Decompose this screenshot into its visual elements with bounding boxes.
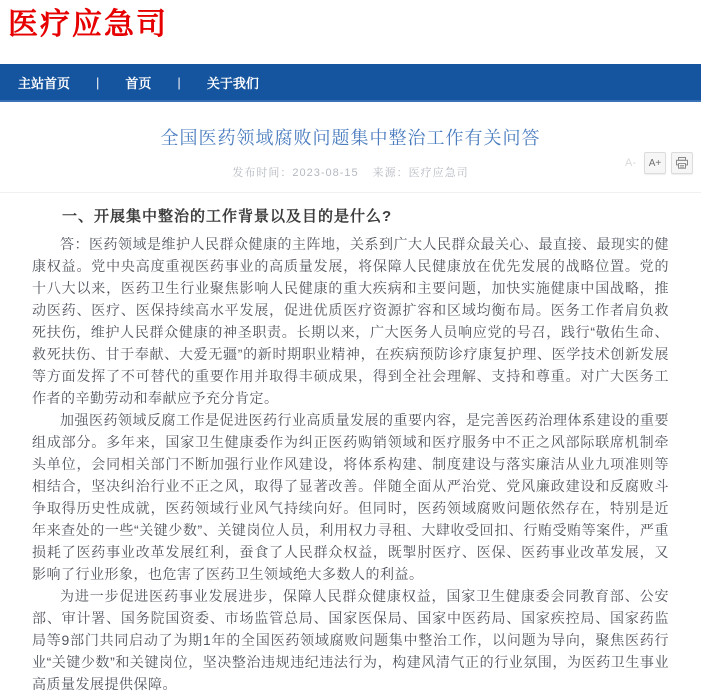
source-value: 医疗应急司 bbox=[408, 167, 469, 179]
site-title: 医疗应急司 bbox=[8, 8, 168, 41]
publish-date: 2023-08-15 bbox=[292, 167, 359, 179]
header-divider bbox=[0, 192, 701, 193]
source-label: 来源： bbox=[372, 167, 409, 179]
article-body bbox=[32, 205, 669, 695]
nav-separator: | bbox=[96, 74, 100, 90]
font-increase-button[interactable]: A+ bbox=[644, 152, 666, 174]
printer-icon bbox=[676, 157, 688, 169]
paragraph: 答：医药领域是维护人民群众健康的主阵地，关系到广大人民群众最关心、最直接、最现实的健康权益。党中央高度重视医药事业的高质量发展，将保障人民健康放在优先发展的战略位置。党的十八大以来，医药卫生行业聚焦影响人民健康的重大疾病和主要问题，加快实施健康中国战略，推动医药、医疗、医保持续高水平发展，促进优质医疗资源扩容和区域均衡布局。医务工作者肩负救死扶伤，维护人民群众健康的神圣职责。长期以来，广大医务人员响应党的号召，践行“敬佑生命、救死扶伤、甘于奉献、大爱无疆”的新时期职业精神，在疾病预防诊疗康复护理、医学技术创新发展等方面发挥了不可替代的重要作用并取得丰硕成果，得到全社会理解、支持和尊重。对广大医务工作者的辛勤劳动和奉献应予充分肯定。 bbox=[32, 236, 669, 406]
article-toolbar bbox=[625, 152, 693, 174]
article-container bbox=[0, 102, 701, 695]
paragraph: 加强医药领域反腐工作是促进医药行业高质量发展的重要内容，是完善医药治理体系建设的重要组成部分。多年来，国家卫生健康委作为纠正医药购销领域和医疗服务中不正之风部际联席机制牵头单位，会同相关部门不断加强行业作风建设，将体系构建、制度建设与落实廉洁从业九项准则等相结合，坚决纠治行业不正之风，取得了显著改善。伴随全面从严治党、党风廉政建设和反腐败斗争取得历史性成就，医药领域行业风气持续向好。但同时，医药领域腐败问题依然存在，特别是近年来查处的一些“关键少数”、关键岗位人员，利用权力寻租、大肆收受回扣、行贿受贿等案件，严重损耗了医药事业改革发展红利，蚕食了人民群众权益，既掣肘医疗、医保、医药事业改革发展，又影响了行业形象，也危害了医药卫生领域绝大多数人的利益。 bbox=[32, 412, 669, 582]
site-header bbox=[0, 0, 701, 64]
publish-time-label: 发布时间： bbox=[232, 167, 293, 179]
main-navbar bbox=[0, 64, 701, 102]
font-decrease-button[interactable]: A- bbox=[625, 157, 636, 169]
nav-separator: | bbox=[177, 74, 181, 90]
article-title: 全国医药领域腐败问题集中整治工作有关问答 bbox=[160, 128, 541, 148]
article-meta bbox=[0, 164, 701, 180]
paragraph: 为进一步促进医药事业发展进步，保障人民群众健康权益，国家卫生健康委会同教育部、公安部、审计署、国务院国资委、市场监管总局、国家医保局、国家中医药局、国家疾控局、国家药监局等9部门共同启动了为期1年的全国医药领域腐败问题集中整治工作，以问题为导向，聚焦医药行业“关键少数”和关键岗位，坚决整治违规违纪违法行为，构建风清气正的行业氛围，为医药卫生事业高质量发展提供保障。 bbox=[32, 588, 669, 692]
print-button[interactable] bbox=[671, 152, 693, 174]
question-heading: 一、开展集中整治的工作背景以及目的是什么? bbox=[62, 208, 393, 225]
nav-item-home[interactable]: 首页 bbox=[125, 75, 152, 91]
nav-item-about-us[interactable]: 关于我们 bbox=[206, 75, 259, 91]
nav-item-main-site-home[interactable]: 主站首页 bbox=[18, 75, 71, 91]
